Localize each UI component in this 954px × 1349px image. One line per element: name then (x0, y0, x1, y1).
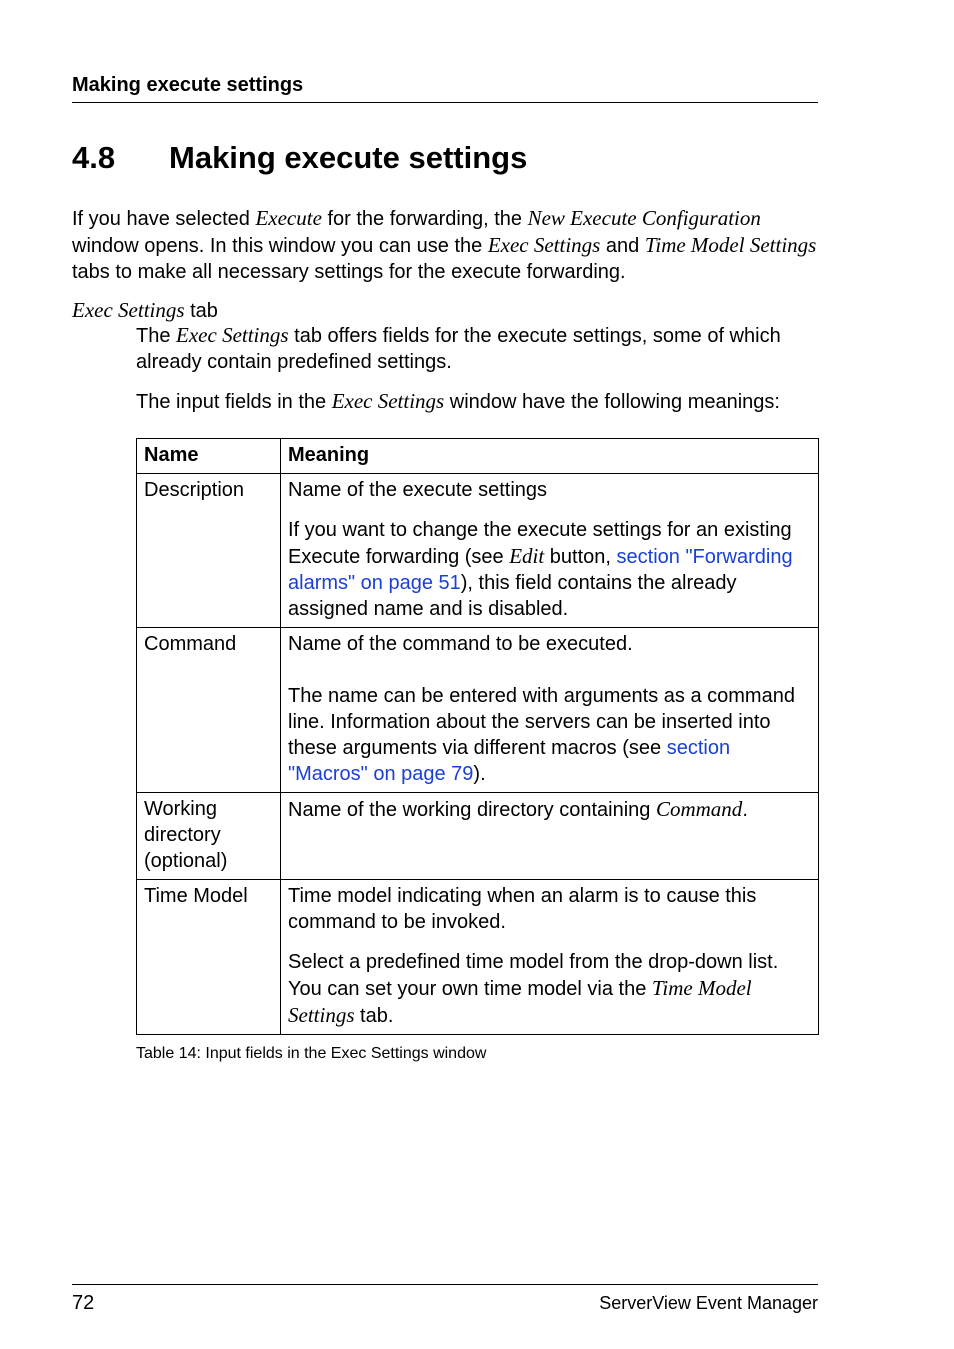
table-row (137, 628, 819, 793)
paragraph-text: The input fields in the (136, 391, 332, 413)
meaning-text: Select a predefined time model from the drop-down list. You can set your own time model via the (288, 951, 779, 1000)
input-fields-table (136, 438, 819, 1035)
paragraph-text: The (136, 325, 177, 347)
header-name: Name (137, 439, 281, 474)
paragraph-emphasis: Exec Settings (176, 323, 289, 347)
field-name: Command (137, 628, 281, 793)
tab-heading-emphasis: Exec Settings (72, 298, 185, 322)
meaning-text: ). (473, 763, 486, 785)
paragraph-text: window have the following meanings: (444, 391, 780, 413)
meaning-paragraph (288, 949, 810, 1029)
footer-title: ServerView Event Manager (599, 1293, 818, 1313)
field-name: Working directory (optional) (137, 793, 281, 880)
table-caption: Table 14: Input fields in the Exec Settings window (136, 1045, 487, 1062)
field-meaning (281, 793, 819, 880)
meaning-emphasis: Edit (509, 544, 545, 568)
intro-emphasis: Execute (255, 206, 322, 230)
meaning-text: . (742, 799, 748, 821)
footer-divider (72, 1284, 818, 1285)
field-name: Time Model (137, 880, 281, 1035)
meaning-paragraph (288, 683, 810, 787)
field-meaning (281, 880, 819, 1035)
intro-text: for the forwarding, the (321, 208, 528, 230)
paragraph-text: tab offers fields for the execute settings, some of which already contain predefined settings. (136, 325, 781, 373)
intro-text: tabs to make all necessary settings for the execute forwarding. (72, 261, 626, 283)
intro-text: and (600, 235, 645, 257)
tab-heading-text: tab (184, 300, 218, 322)
table-row (137, 474, 819, 628)
intro-text: window opens. In this window you can use the (72, 235, 488, 257)
table-row (137, 793, 819, 880)
meaning-paragraph (288, 517, 810, 622)
tab-heading (72, 297, 218, 324)
meaning-text: ), this field contains the already assigned name and is disabled. (288, 572, 737, 620)
intro-paragraph (72, 205, 818, 285)
meaning-text: The name can be entered with arguments as a command line. Information about the servers can be inserted into these arguments via different macros (see (288, 685, 795, 759)
meaning-paragraph (288, 796, 810, 823)
link-macros[interactable]: section "Macros" on page 79 (288, 737, 731, 785)
meaning-paragraph: Time model indicating when an alarm is to cause this command to be invoked. (288, 885, 757, 933)
tab-paragraph-2 (136, 388, 836, 415)
tab-paragraph-1 (136, 322, 818, 375)
page-number: 72 (72, 1292, 95, 1314)
paragraph-emphasis: Exec Settings (331, 389, 445, 413)
table-row (137, 880, 819, 1035)
meaning-text: Name of the working directory containing (288, 799, 656, 821)
field-meaning (281, 628, 819, 793)
intro-emphasis: Time Model Settings (644, 233, 817, 257)
meaning-paragraph: Name of the execute settings (288, 479, 548, 501)
meaning-emphasis: Command (655, 797, 743, 821)
intro-text: If you have selected (72, 208, 256, 230)
section-title: Making execute settings (169, 140, 528, 175)
meaning-paragraph: Name of the command to be executed. (288, 633, 633, 655)
section-heading (72, 138, 818, 178)
header-meaning: Meaning (281, 439, 819, 474)
running-header: Making execute settings (72, 72, 818, 103)
meaning-text: tab. (354, 1005, 394, 1027)
meaning-emphasis: Time Model Settings (288, 976, 752, 1027)
meaning-text: If you want to change the execute settings for an existing Execute forwarding (see (288, 519, 792, 568)
field-name: Description (137, 474, 281, 628)
table-header-row (137, 439, 819, 474)
intro-emphasis: New Execute Configuration (527, 206, 761, 230)
link-forwarding-alarms[interactable]: section "Forwarding alarms" on page 51 (288, 546, 793, 594)
field-meaning (281, 474, 819, 628)
section-number: 4.8 (72, 140, 116, 175)
intro-emphasis: Exec Settings (487, 233, 601, 257)
meaning-text: button, (544, 546, 617, 568)
